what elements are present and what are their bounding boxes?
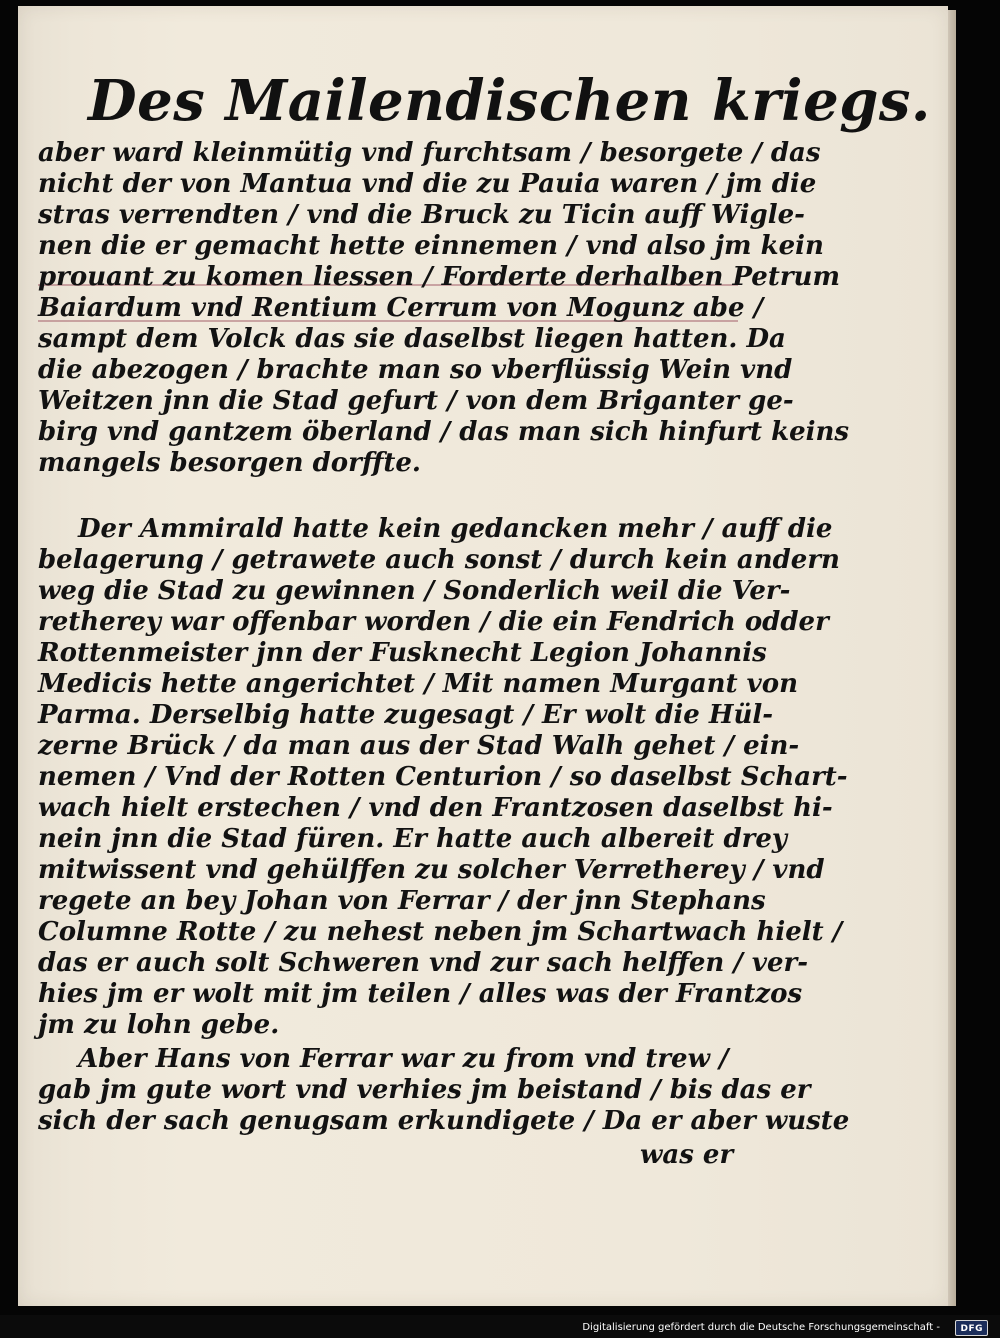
viewer-footer xyxy=(0,1318,1000,1338)
text-line: stras verrendten / vnd die Bruck zu Ticin auff Wigle- xyxy=(38,200,805,230)
text-line: nein jnn die Stad füren. Er hatte auch albereit drey xyxy=(38,824,788,854)
text-line: Rottenmeister jnn der Fusknecht Legion Johannis xyxy=(38,638,767,668)
text-line: das er auch solt Schweren vnd zur sach helffen / ver- xyxy=(38,948,809,978)
text-line: nicht der von Mantua vnd die zu Pauia waren / jm die xyxy=(38,169,817,199)
text-line: Baiardum vnd Rentium Cerrum von Mogunz abe / xyxy=(38,293,764,323)
text-line: regete an bey Johan von Ferrar / der jnn Stephans xyxy=(38,886,766,916)
catchword: was er xyxy=(640,1140,734,1170)
text-line: Aber Hans von Ferrar war zu from vnd trew / xyxy=(78,1044,729,1074)
text-line: zerne Brück / da man aus der Stad Walh gehet / ein- xyxy=(38,731,800,761)
text-line: sampt dem Volck das sie daselbst liegen hatten. Da xyxy=(38,324,786,354)
text-line: Parma. Derselbig hatte zugesagt / Er wolt die Hül- xyxy=(38,700,774,730)
paragraph-3 xyxy=(38,1044,850,1137)
page-edge xyxy=(948,10,956,1306)
text-line: hies jm er wolt mit jm teilen / alles was der Frantzos xyxy=(38,979,803,1009)
text-line: nen die er gemacht hette einnemen / vnd also jm kein xyxy=(38,231,824,261)
text-line: belagerung / getrawete auch sonst / durch kein andern xyxy=(38,545,840,575)
text-line: prouant zu komen liessen / Forderte derhalben Petrum xyxy=(38,262,840,292)
text-line: die abezogen / brachte man so vberflüssig Wein vnd xyxy=(38,355,793,385)
text-line: Der Ammirald hatte kein gedancken mehr / auff die xyxy=(78,514,833,544)
dfg-credit-text: Digitalisierung gefördert durch die Deutsche Forschungsgemeinschaft - xyxy=(582,1322,940,1333)
text-line: gab jm gute wort vnd verhies jm beistand / bis das er xyxy=(38,1075,811,1105)
text-line: nemen / Vnd der Rotten Centurion / so daselbst Schart- xyxy=(38,762,848,792)
text-line: weg die Stad zu gewinnen / Sonderlich weil die Ver- xyxy=(38,576,791,606)
text-line: Medicis hette angerichtet / Mit namen Murgant von xyxy=(38,669,798,699)
text-line: mitwissent vnd gehülffen zu solcher Verretherey / vnd xyxy=(38,855,825,885)
paragraph-1 xyxy=(38,138,850,479)
text-line: sich der sach genugsam erkundigete / Da er aber wuste xyxy=(38,1106,850,1136)
text-line: Weitzen jnn die Stad gefurt / von dem Briganter ge- xyxy=(38,386,794,416)
text-line: Columne Rotte / zu nehest neben jm Schartwach hielt / xyxy=(38,917,843,947)
text-line: birg vnd gantzem öberland / das man sich hinfurt keins xyxy=(38,417,850,447)
paragraph-2 xyxy=(38,514,848,1041)
dfg-logo-icon: DFG xyxy=(955,1320,988,1336)
running-title: Des Mailendischen kriegs. xyxy=(88,68,931,134)
text-line: jm zu lohn gebe. xyxy=(38,1010,280,1040)
text-line: wach hielt erstechen / vnd den Frantzosen daselbst hi- xyxy=(38,793,833,823)
text-line: aber ward kleinmütig vnd furchtsam / besorgete / das xyxy=(38,138,821,168)
text-line: mangels besorgen dorffte. xyxy=(38,448,421,478)
text-line: retherey war offenbar worden / die ein Fendrich odder xyxy=(38,607,829,637)
